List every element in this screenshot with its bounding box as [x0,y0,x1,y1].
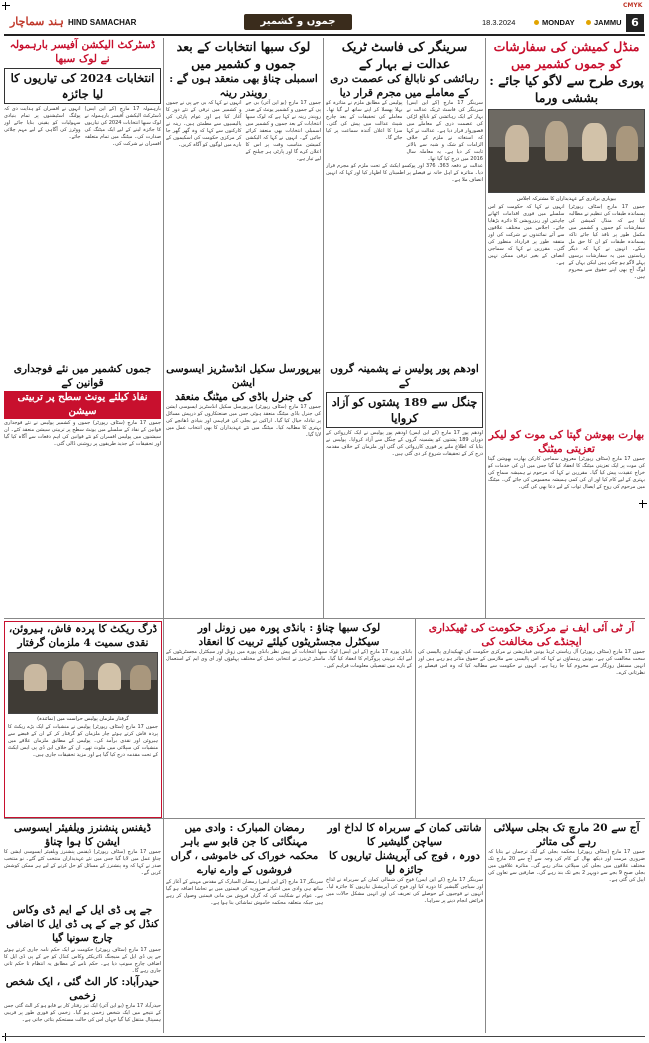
headline: جموں کشمیر میں نئے فوجداری قوانین کے [13,363,152,389]
photo-caption: بیوپاری برادری کے عہدیداران کا مشترکہ اجلاس [516,196,617,202]
article-power-supply [488,821,645,1033]
column-rule [485,38,486,618]
edition-city: JAMMU [594,18,622,27]
headline-line2: پوری طرح سے لاگو کیا جائے : بششی ورما [489,73,644,105]
headline-line2: کنڈل کو جے کے پی ڈی ایل کا اضافی چارج سونپا گیا [6,919,159,944]
separator-dot-icon [586,20,591,25]
article-body: حیدرآباد 17 مارچ (یو این آئی) ایک تیز رفتار کار بے قابو ہو کر الٹ گئی جس کے نتیجے میں ایک شخص زخمی ہو گیا۔ زخمی کو فوری طور پر قریبی ہسپتال منتقل کیا گیا جہاں اس کی حالت مستحکم بتائی جاتی ہے۔ [4,1003,161,1023]
headline: بیرپورسل سکیل انڈسٹریز ایسوسی ایشن [166,363,321,389]
column-rule [485,818,486,1033]
headline: آر ٹی آئی ایف نے مرکزی حکومت کی ٹھیکداری ایجنڈے کی مخالفت کی [428,622,635,648]
headline-line2: انتخابات 2024 کی تیاریوں کا لیا جائزہ [4,68,161,104]
headline: رمضان المبارک : وادی میں مہنگائی کا جن قابو سے باہر [181,822,308,848]
article-body: جموں 17 مارچ (سٹاف رپورٹر) پسماندہ طبقات کی تنظیم نے مطالبہ کیا ہے کہ منڈل کمیشن کی سفارشات کو جموں و کشمیر میں مکمل طور پر نافذ کیا جائے تاکہ پسماندہ طبقات کو ان کا حق مل سکے۔ انہوں نے کہا کہ دیگر ریاستوں میں یہ سفارشات برسوں پہلے لاگو ہو چکی ہیں لیکن یہاں کے لوگ آج بھی اپنے حقوق سے محروم ہیں۔ [568,204,645,280]
headline-line2: دورہ ، فوج کی آپریشنل تیاریوں کا جائزہ لیا [329,850,480,876]
column-rule [163,38,164,618]
article-body: جموں 17 مارچ (سٹاف رپورٹر) معروف سماجی کارکن بھارت بھوشن گپتا کی موت پر ایک تعزیتی میٹنگ کا انعقاد کیا گیا جس میں ان کی خدمات کو خراج عقیدت پیش کیا گیا۔ مقررین نے کہا کہ مرحوم نے ہمیشہ سماج کی بہتری کے لیے کام کیا اور ان کی کمی ہمیشہ محسوس کی جائے گی۔ میٹنگ میں مرحوم کی روح کے ایصال ثواب کے لیے دعا بھی کی گئی۔ [488,456,645,490]
masthead-name: HIND SAMACHAR [68,18,137,27]
article-body: جموں 17 مارچ (سٹاف رپورٹر) محکمہ بجلی کے ایک ترجمان نے بتایا کہ ضروری مرمت اور دیکھ بھال کے کام کی وجہ سے آج سے 20 مارچ تک مختلف علاقوں میں بجلی کی سپلائی متاثر رہے گی۔ متاثرہ علاقوں میں بجلی صبح 9 بجے سے دوپہر 2 بجے تک بند رہے گی۔ صارفین سے تعاون کی اپیل کی گئی ہے۔ [488,849,645,883]
article-criminal-laws-training [4,362,161,616]
headline: آج سے 20 مارچ تک بجلی سپلائی رہے گی متاثر [493,822,640,848]
article-body: سرینگر 17 مارچ (کے این ایس) فوج کی شمالی کمان کے سربراہ نے لداخ اور سیاچن گلیشیر کا دورہ کیا اور فوج کی آپریشنل تیاریوں کا جائزہ لیا۔ انہوں نے فوجیوں کے حوصلے کی تعریف کی اور انہیں مشکل حالات میں فرائض انجام دینے پر سراہا۔ [326,877,483,904]
headline-line2: نفاذ کیلئے یونٹ سطح پر تربیتی سیشن [4,391,161,419]
headline-line2: چنگل سے 189 پشتوں کو آزاد کروایا [326,392,483,428]
article-body: جموں 17 مارچ (سٹاف رپورٹر) آل ریاستی ٹریڈ یونین فیڈریشن نے مرکزی حکومت کی ٹھیکیداری پالیسی کی سخت مخالفت کی ہے۔ یونین رہنماؤں نے کہا کہ اس پالیسی سے ملازمین کے حقوق متاثر ہو رہے ہیں اور انہیں مستقل روزگار سے محروم کیا جا رہا ہے۔ انہوں نے حکومت سے مطالبہ کیا کہ وہ اس فیصلے پر نظرثانی کرے۔ [418,649,645,676]
article-fast-track-court [326,38,483,358]
article-hyderabad-accident [4,975,161,1033]
headline: ڈرگ ریکٹ کا پردہ فاش، ہیروئن، نقدی سمیت 4 ملزمان گرفتار [8,623,158,649]
article-body: اودھم پور 17 مارچ (کے این ایس) اودھم پور پولیس نے ایک کارروائی کے دوران 189 پشتوں کو پشمینہ گروں کے چنگل سے آزاد کروایا۔ پولیس نے بتایا کہ اطلاع ملنے پر فوری کارروائی کی گئی اور ملزمان کے خلاف مقدمہ درج کر کے تحقیقات شروع کر دی گئی ہیں۔ [326,430,483,457]
section-rule [4,818,645,819]
section-title: جموں و کشمیر [244,14,352,30]
column-rule [323,38,324,618]
subheadline: محکمہ خوراک کی خاموشی ، گراں فروشوں کے وارے نیارے [170,851,319,876]
article-body: عدالت نے دفعہ 363، 376 اور پوکسو ایکٹ کے تحت ملزم کو مجرم قرار دیا۔ متاثرہ کے اہل خانہ نے فیصلے پر اطمینان کا اظہار کیا اور کہا کہ انہیں انصاف ملا ہے۔ [326,163,483,183]
article-baramulla-election [4,38,161,358]
masthead-logo: ہند سماچار [10,15,64,28]
headline: لوک سبھا چناؤ : بانڈی پورہ میں زونل اور [197,622,381,634]
article-body: جموں 17 مارچ (سٹاف رپورٹر) حکومت نے ایک حکم نامہ جاری کرتے ہوئے جے پی ڈی ایل کے منیجنگ ڈائریکٹر وکاس کنڈل کو جے کے پی ڈی ایل کا اضافی چارج سونپ دیا ہے۔ حکم نامے کے مطابق یہ انتظام تا حکم ثانی جاری رہے گا۔ [4,947,161,973]
article-body: انہوں نے کہا کہ بی جے پی نے جموں و کشمیر میں ترقی کے نئے دور کا آغاز کیا ہے اور عوام پارٹی کی پالیسیوں سے مطمئن ہیں۔ رینہ نے کارکنوں سے کہا کہ وہ گھر گھر جا کر مرکزی حکومت کی اسکیموں کے بارے میں لوگوں کو آگاہ کریں۔ [166,100,242,148]
headline-line2: کی جنرل باڈی کی میٹنگ منعقد [174,391,313,403]
article-industries-association [166,362,321,616]
article-ramadan-prices [166,821,323,1033]
headline: لوک سبھا انتخابات کے بعد جموں و کشمیر میں [176,39,311,71]
headline: ڈیفنس پنشنرز ویلفیئر ایسوسی ایشن کا ہوا چناؤ [13,822,151,848]
article-mandal-commission [488,38,645,424]
article-udhampur-police [326,362,483,616]
headline: سرینگر کی فاسٹ ٹریک عدالت نے بہار کے [341,39,468,71]
headline: شانتی کمان کے سربراہ کا لداخ اور سیاچن گلیشیر کا [327,822,482,848]
article-bandipora-training [166,621,412,816]
article-body: سرینگر 17 مارچ (کے این ایس) سرینگر کی فاسٹ ٹریک عدالت نے بہار کے ایک رہائشی کو نابالغ لڑکی کی عصمت دری کے معاملے میں قصوروار قرار دیا ہے۔ عدالت نے کہا کہ استغاثہ نے ملزم کے خلاف الزامات کو شک و شبہ سے بالاتر ثابت کر دیا ہے۔ یہ معاملہ سال 2016 میں درج کیا گیا تھا۔ [406,100,483,162]
article-jpdl-charge [4,903,161,973]
article-defence-pensioners [4,821,161,901]
headline-line2: رہائشی کو نابالغ کی عصمت دری کے معاملے میں مجرم قرار دیا [330,73,479,99]
article-body: انہوں نے کہا کہ حکومت کو اس سلسلے میں فوری اقدامات اٹھانے چاہئیں اور ریزرویشن کا دائرہ بڑھایا جائے۔ اجلاس میں مختلف علاقوں سے آئے نمائندوں نے شرکت کی اور متفقہ طور پر قرارداد منظور کی گئی۔ مقررین نے کہا کہ سماجی انصاف کے بغیر ترقی ممکن نہیں ہے۔ [488,204,565,266]
separator-dot-icon [534,20,539,25]
article-body: بارہمولہ 17 مارچ (کے این ایس) ڈسٹرکٹ الیکشن آفیسر بارہمولہ نے لوک سبھا انتخابات 2024 کی تیاریوں کا جائزہ لینے کے لیے ایک میٹنگ کی صدارت کی۔ میٹنگ میں تمام متعلقہ افسران نے شرکت کی۔ [84,106,161,147]
colour-mark: CMYK [623,2,643,9]
article-condolence-meeting [488,428,645,616]
article-drug-racket [4,621,162,818]
article-body: جموں 17 مارچ (یو این آئی) بی جے پی کے جموں و کشمیر یونٹ کے صدر رویندر رینہ نے کہا ہے کہ لوک سبھا انتخابات کے بعد جموں و کشمیر میں اسمبلی انتخابات بھی منعقد کرائے جائیں گے۔ انہوں نے کہا کہ الیکشن کمیشن مناسب وقت پر اس کا اعلان کرے گا اور پارٹی ہر چیلنج کے لیے تیار ہے۔ [245,100,321,162]
issue-day: MONDAY [542,18,575,27]
registration-mark [2,1033,10,1041]
article-body: جموں 17 مارچ (سٹاف رپورٹر) ڈیفنس پنشنرز ویلفیئر ایسوسی ایشن کا چناؤ عمل میں لایا گیا جس میں نئے عہدیداران منتخب کئے گئے۔ نو منتخب صدر نے کہا کہ وہ پنشنرز کے مسائل کو حل کرنے کے لیے ہر ممکن کوشش کریں گے۔ [4,849,161,876]
issue-date: 18.3.2024 [482,18,516,27]
page-footer-rule [4,1036,645,1037]
headline: بھارت بھوشن گپتا کی موت کو لیکر تعزیتی میٹنگ [488,429,645,455]
headline: جے پی ڈی ایل کے ایم ڈی وکاس [12,904,153,916]
news-photo [488,109,645,193]
headline: حیدرآباد: کار الٹ گئی ، ایک شخص زخمی [5,976,160,1002]
headline: اودھم پور پولیس نے پشمینہ گروں کے [330,363,479,389]
photo-caption: گرفتار ملزمان پولیس حراست میں (نمائندہ) [37,716,129,722]
page-header [4,14,645,36]
column-rule [415,618,416,818]
article-body: جموں 17 مارچ (سٹاف رپورٹر) پولیس نے منشیات کے ایک بڑے ریکٹ کا پردہ فاش کرتے ہوئے چار ملزمان کو گرفتار کر کے ان کے قبضے سے ہیروئن اور نقدی برآمد کی۔ پولیس کے مطابق ملزمان علاقے میں منشیات کی سپلائی میں ملوث تھے۔ ان کے خلاف این ڈی پی ایس ایکٹ کے تحت مقدمہ درج کیا گیا ہے اور مزید تحقیقات جاری ہیں۔ [8,724,159,758]
headline-line2: اسمبلی چناؤ بھی منعقد ہوں گے : رویندر رینہ [169,73,318,99]
news-photo [8,652,158,714]
headline: منڈل کمیشن کی سفارشات کو جموں کشمیر میں [493,39,640,71]
article-body: سرینگر 17 مارچ (کے این ایس) رمضان المبارک کے مقدس مہینے کے آغاز کے ساتھ ہی وادی میں اشیائے ضروریہ کی قیمتوں میں بے تحاشا اضافہ ہو گیا ہے۔ عوام نے شکایت کی کہ گراں فروش من مانی قیمتیں وصول کر رہے ہیں جبکہ متعلقہ محکمہ خاموش تماشائی بنا ہوا ہے۔ [166,879,323,906]
article-body: پولیس کے مطابق ملزم نے متاثرہ کو بہلا پھسلا کر اپنے ساتھ لے گیا تھا۔ معاملے کی تحقیقات کے بعد چارج شیٹ عدالت میں پیش کی گئی۔ سزا کا اعلان آئندہ سماعت پر کیا جائے گا۔ [326,100,403,141]
article-body: جموں 17 مارچ (سٹاف رپورٹر) بیرپورسل سکیل انڈسٹریز ایسوسی ایشن کی جنرل باڈی میٹنگ منعقد ہوئی جس میں صنعتکاروں کو درپیش مسائل پر تبادلہ خیال کیا گیا۔ اراکین نے بجلی کی فراہمی اور بنیادی ڈھانچے کی بہتری کا مطالبہ کیا۔ میٹنگ میں نئے عہدیداران کا بھی انتخاب عمل میں لایا گیا۔ [166,404,321,438]
article-body: بانڈی پورہ 17 مارچ (کے این ایس) لوک سبھا انتخابات کے پیش نظر بانڈی پورہ میں زونل اور سیکٹرل مجسٹریٹوں کے لیے ایک تربیتی پروگرام کا انعقاد کیا گیا۔ ماسٹر ٹرینرز نے انتخابی عمل کے مختلف پہلوؤں اور ای وی ایم کے استعمال کے بارے میں تفصیلی معلومات فراہم کیں۔ [166,649,412,669]
headline-line2: سیکٹرل مجسٹریٹوں کیلئے تربیت کا انعقاد [198,636,380,648]
registration-mark [2,2,10,10]
column-rule [163,618,164,1033]
article-army-commander-visit [326,821,483,1033]
article-body: انہوں نے افسران کو ہدایت دی کہ پولنگ اسٹیشنوں پر تمام بنیادی سہولیات کو یقینی بنایا جائے اور ووٹرز کی آگاہی کے لیے مہم چلائی جائے۔ [4,106,81,140]
article-body: جموں 17 مارچ (سٹاف رپورٹر) جموں و کشمیر پولیس نے نئے فوجداری قوانین کے نفاذ کے سلسلے میں یونٹ سطح پر تربیتی سیشن منعقد کئے۔ ان سیشنوں میں پولیس افسران کو نئے قوانین کی اہم دفعات سے آگاہ کیا گیا اور تحقیقات کے جدید طریقوں پر روشنی ڈالی گئی۔ [4,420,161,447]
article-rtif-protest [418,621,645,816]
section-rule [4,618,645,619]
page-number: 6 [626,14,644,32]
headline: ڈسٹرکٹ الیکشن آفیسر بارہمولہ نے لوک سبھا [9,39,156,65]
article-assembly-polls [166,38,321,358]
